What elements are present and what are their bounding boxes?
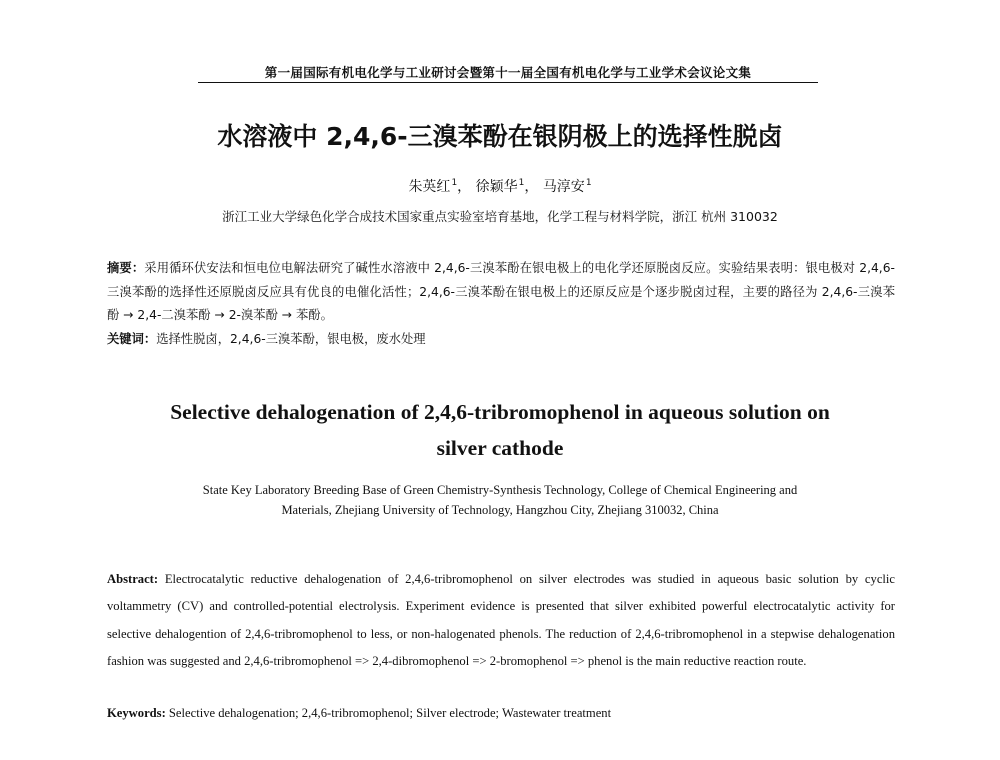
chinese-keywords-label: 关键词： [107,331,157,346]
english-abstract-text: Electrocatalytic reductive dehalogenation of 2,4,6-tribromophenol on silver electrodes was studied in aqueous basic solution by cyclic voltammetry (CV) and controlled-potential electrolysis. Experiment evidence is presented that silver exhibited powerful electrocatalytic activity for selective dehalogention of 2,4,6-tribromophenol to less, or non-halogenated phenols. The reduction of 2,4,6-tribromophenol in a stepwise dehalogenation fashion was suggested and 2,4,6-tribromophenol => 2,4-dibromophenol => 2-bromophenol => phenol is the main reductive reaction route. [107,572,895,668]
english-title [0,394,1000,466]
chinese-affiliation: 浙江工业大学绿色化学合成技术国家重点实验室培育基地，化学工程与材料学院，浙江 杭州 310032 [222,209,778,224]
english-affiliation [0,480,1000,520]
english-affiliation-line: Materials, Zhejiang University of Technology, Hangzhou City, Zhejiang 310032, China [281,503,719,517]
english-keywords-label: Keywords: [107,706,166,720]
english-title-line: silver cathode [436,436,564,460]
author-name: 朱英红 [408,179,451,195]
author-name: 徐颖华 [475,179,518,195]
header-rule [198,82,818,83]
english-keywords-text: Selective dehalogenation; 2,4,6-tribromophenol; Silver electrode; Wastewater treatment [168,706,612,720]
running-header: 第一届国际有机电化学与工业研讨会暨第十一届全国有机电化学与工业学术会议论文集 [264,65,752,80]
english-abstract-label: Abstract: [107,572,159,586]
author-affiliation-mark: 1 [585,178,592,189]
author-affiliation-mark: 1 [518,178,525,189]
chinese-keywords-text: 选择性脱卤，2,4,6-三溴苯酚，银电极，废水处理 [156,331,426,346]
chinese-abstract-label: 摘要： [107,261,145,275]
author-name: 马淳安 [542,179,585,195]
chinese-keywords [107,328,895,352]
chinese-abstract-block [107,257,895,351]
english-abstract [107,566,895,675]
author-separator: ， [457,179,472,195]
author-affiliation-mark: 1 [451,178,458,189]
author-separator: ， [524,179,539,195]
english-title-line: Selective dehalogenation of 2,4,6-tribromophenol in aqueous solution on [170,400,830,424]
english-affiliation-line: State Key Laboratory Breeding Base of Green Chemistry-Synthesis Technology, College of Chemical Engineering and [202,483,798,497]
chinese-abstract [107,257,895,328]
chinese-title: 水溶液中 2,4,6-三溴苯酚在银阴极上的选择性脱卤 [217,122,783,151]
english-keywords [107,706,895,721]
english-abstract-block [107,566,895,675]
chinese-authors [0,176,1000,196]
chinese-abstract-text: 采用循环伏安法和恒电位电解法研究了碱性水溶液中 2,4,6-三溴苯酚在银电极上的电化学还原脱卤反应。实验结果表明：银电极对 2,4,6-三溴苯酚的选择性还原脱卤反应具有优良的电催化活性；2,4,6-三溴苯酚在银电极上的还原反应是个逐步脱卤过程，主要的路径为 2,4,6-三溴苯酚 → 2,4-二溴苯酚 → 2-溴苯酚 → 苯酚。 [107,261,895,322]
